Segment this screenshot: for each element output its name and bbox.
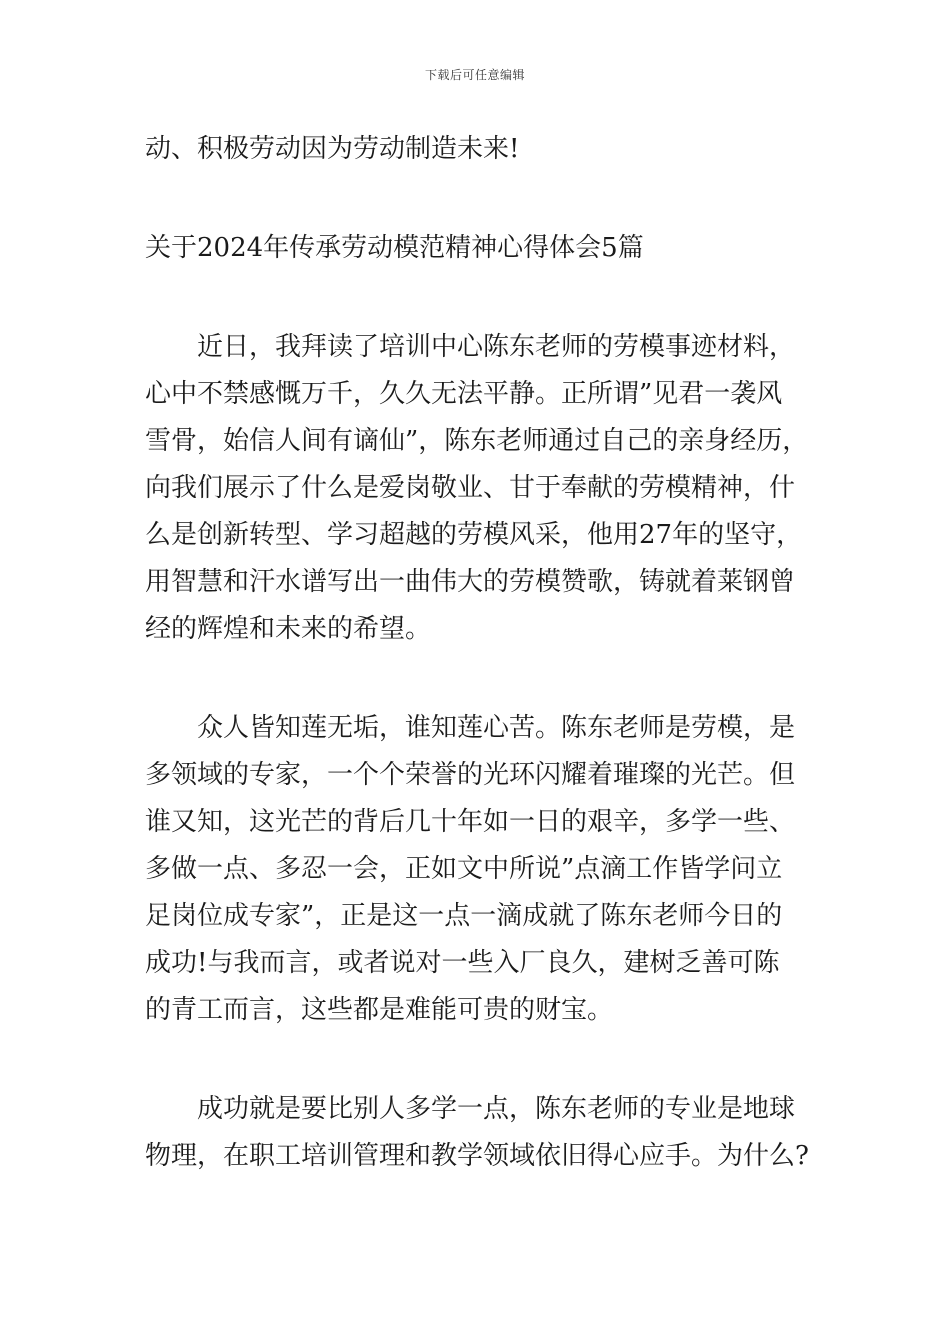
paragraph-3 [145, 1086, 825, 1180]
page-header: 下载后可任意编辑 [424, 68, 525, 82]
paragraph-line: 成功就是要比别人多学一点，陈东老师的专业是地球 [197, 1094, 796, 1124]
paragraph-1 [145, 324, 825, 653]
paragraph-line: 心中不禁感慨万千，久久无法平静。正所谓”见君一袭风 [145, 379, 783, 409]
paragraph-line: 物理，在职工培训管理和教学领域依旧得心应手。为什么? [145, 1141, 809, 1171]
document-body [145, 126, 825, 1180]
paragraph-line: 多做一点、多忍一会，正如文中所说”点滴工作皆学问立 [145, 854, 783, 884]
paragraph-line: 雪骨，始信人间有谪仙”，陈东老师通过自己的亲身经历， [145, 426, 809, 456]
paragraph-line: 的青工而言，这些都是难能可贵的财宝。 [145, 995, 614, 1025]
paragraph-line: 众人皆知莲无垢，谁知莲心苦。陈东老师是劳模，是 [197, 713, 796, 743]
intro-line: 动、积极劳动因为劳动制造未来! [145, 134, 520, 164]
article-title: 关于2024年传承劳动模范精神心得体会5篇 [145, 233, 644, 263]
paragraph-line: 谁又知，这光芒的背后几十年如一日的艰辛，多学一些、 [145, 807, 796, 837]
paragraph-line: 用智慧和汗水谱写出一曲伟大的劳模赞歌，铸就着莱钢曾 [145, 567, 796, 597]
paragraph-line: 向我们展示了什么是爱岗敬业、甘于奉献的劳模精神，什 [145, 473, 796, 503]
paragraph-line: 么是创新转型、学习超越的劳模风采，他用27年的坚守， [145, 520, 803, 550]
paragraph-line: 足岗位成专家”，正是这一点一滴成就了陈东老师今日的 [145, 901, 783, 931]
paragraph-2 [145, 705, 825, 1034]
paragraph-line: 近日，我拜读了培训中心陈东老师的劳模事迹材料， [197, 332, 796, 362]
paragraph-line: 经的辉煌和未来的希望。 [145, 614, 432, 644]
paragraph-line: 多领域的专家，一个个荣誉的光环闪耀着璀璨的光芒。但 [145, 760, 796, 790]
paragraph-line: 成功!与我而言，或者说对一些入厂良久，建树乏善可陈 [145, 948, 780, 978]
